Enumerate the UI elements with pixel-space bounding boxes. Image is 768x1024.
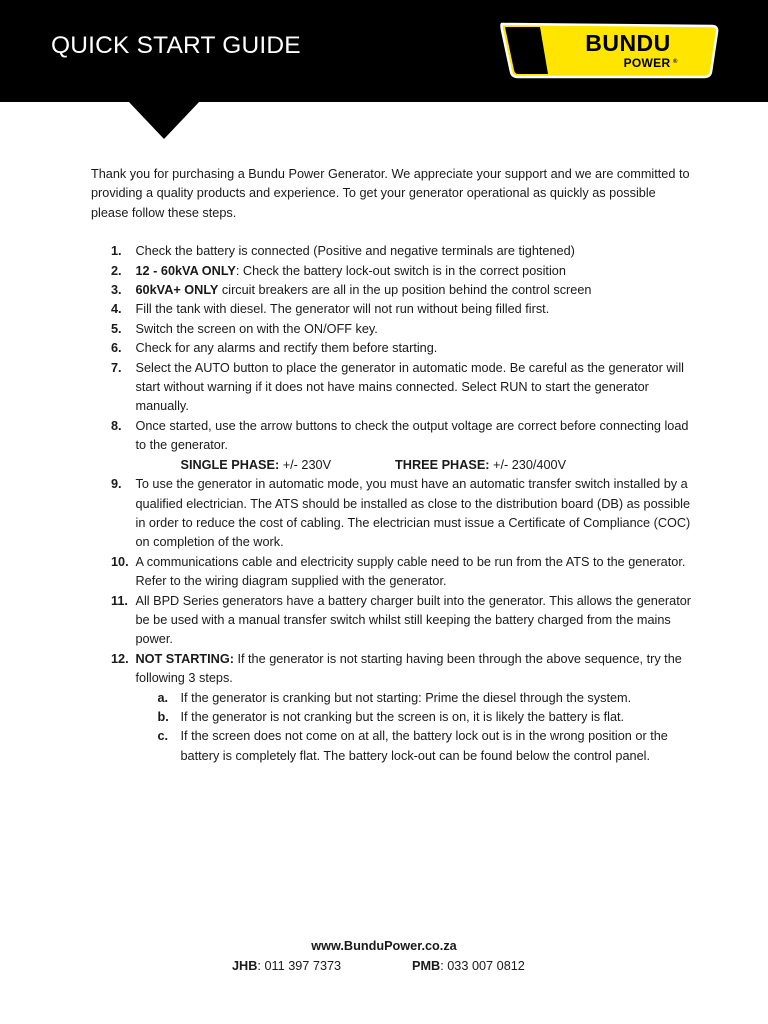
contact-numbers — [0, 956, 768, 976]
jhb-contact — [232, 956, 341, 976]
substep-text: If the generator is cranking but not starting: Prime the diesel through the system. — [180, 690, 632, 705]
step-text: To use the generator in automatic mode, you must have an automatic transfer switch installed by a qualified electrician. The ATS should be installed as close to the distribution board (DB) as possible in order to reduce the cost of cabling. The electrician must issue a Certificate of Compliance (COC) on completion of the work. — [135, 477, 691, 550]
list-item — [91, 300, 691, 319]
step-number: 6. — [111, 341, 122, 356]
list-item — [136, 689, 692, 708]
step-number: 1. — [111, 244, 122, 259]
step-number: 10. — [111, 554, 129, 569]
list-item — [91, 339, 691, 358]
website-link[interactable]: www.BunduPower.co.za — [311, 939, 457, 953]
list-item — [91, 320, 691, 339]
jhb-number: : 011 397 7373 — [257, 959, 342, 973]
pmb-contact — [412, 956, 525, 976]
list-item — [91, 592, 691, 650]
intro-paragraph: Thank you for purchasing a Bundu Power Generator. We appreciate your support and we are committed to providing a quality products and experience. To get your generator operational as quickly as possible please follow these steps. — [91, 167, 690, 220]
step-number: 11. — [111, 593, 128, 608]
list-item — [91, 553, 691, 592]
three-phase-label: THREE PHASE: — [395, 457, 490, 472]
guide-body — [91, 165, 691, 766]
step-text: Check for any alarms and rectify them before starting. — [135, 341, 438, 356]
step-number: 7. — [111, 360, 122, 375]
step-emphasis: 60kVA+ ONLY — [135, 283, 219, 298]
step-number: 8. — [111, 418, 122, 433]
three-phase-value: +/- 230/400V — [489, 457, 567, 472]
step-text: Check the battery is connected (Positive and negative terminals are tightened) — [135, 244, 575, 259]
bundu-power-logo — [498, 20, 720, 80]
step-text: Once started, use the arrow buttons to check the output voltage are correct before connecting load to the generator. — [135, 418, 689, 453]
footer — [0, 936, 768, 976]
step-text: Select the AUTO button to place the generator in automatic mode. Be careful as the generator will start without warning if it does not have mains connected. Select RUN to start the generator manually. — [135, 360, 684, 414]
single-phase-value: +/- 230V — [279, 457, 332, 472]
pmb-number: : 033 007 0812 — [440, 959, 525, 973]
list-item — [136, 708, 692, 727]
header-pointer — [128, 101, 200, 139]
step-number: 12. — [111, 651, 129, 666]
list-item — [91, 359, 691, 417]
list-item — [91, 262, 691, 281]
list-item — [91, 242, 691, 261]
substep-letter: c. — [157, 729, 169, 744]
logo-registered-mark: ® — [673, 59, 678, 65]
logo-sub-text: POWER — [623, 56, 671, 70]
step-text: A communications cable and electricity supply cable need to be run from the ATS to the generator. Refer to the wiring diagram supplied with the generator. — [135, 554, 686, 589]
pmb-label: PMB — [412, 959, 441, 973]
step-text: If the generator is not starting having been through the above sequence, try the following 3 steps. — [135, 651, 682, 686]
substep-letter: b. — [157, 709, 169, 724]
step-text: Fill the tank with diesel. The generator will not run without being filled first. — [135, 302, 550, 317]
step-number: 3. — [111, 283, 122, 298]
single-phase-label: SINGLE PHASE: — [180, 457, 280, 472]
step-text: : Check the battery lock-out switch is in the correct position — [235, 263, 566, 278]
step-text: circuit breakers are all in the up position behind the control screen — [218, 283, 592, 298]
list-item — [91, 650, 691, 766]
steps-list — [91, 242, 691, 766]
substep-text: If the generator is not cranking but the screen is on, it is likely the battery is flat. — [180, 709, 625, 724]
logo-brand-text: BUNDU — [585, 30, 671, 56]
phase-voltages — [136, 456, 692, 475]
substep-text: If the screen does not come on at all, the battery lock out is in the wrong position or the battery is completely flat. The battery lock-out can be found below the control panel. — [180, 729, 668, 763]
troubleshooting-list — [136, 689, 692, 767]
step-number: 5. — [111, 321, 122, 336]
step-number: 4. — [111, 302, 122, 317]
page-title: QUICK START GUIDE — [51, 32, 301, 59]
list-item — [91, 417, 691, 475]
list-item — [91, 475, 691, 553]
step-text: Switch the screen on with the ON/OFF key. — [135, 321, 378, 336]
step-emphasis: NOT STARTING: — [135, 651, 234, 666]
jhb-label: JHB — [232, 959, 258, 973]
list-item — [136, 727, 692, 766]
step-emphasis: 12 - 60kVA ONLY — [135, 263, 236, 278]
header-bar — [0, 0, 768, 102]
step-number: 2. — [111, 263, 122, 278]
step-text: All BPD Series generators have a battery charger built into the generator. This allows the generator be be used with a manual transfer switch whilst still keeping the battery charged from the mains power. — [135, 593, 692, 647]
list-item — [91, 281, 691, 300]
substep-letter: a. — [157, 690, 169, 705]
step-number: 9. — [111, 477, 122, 492]
